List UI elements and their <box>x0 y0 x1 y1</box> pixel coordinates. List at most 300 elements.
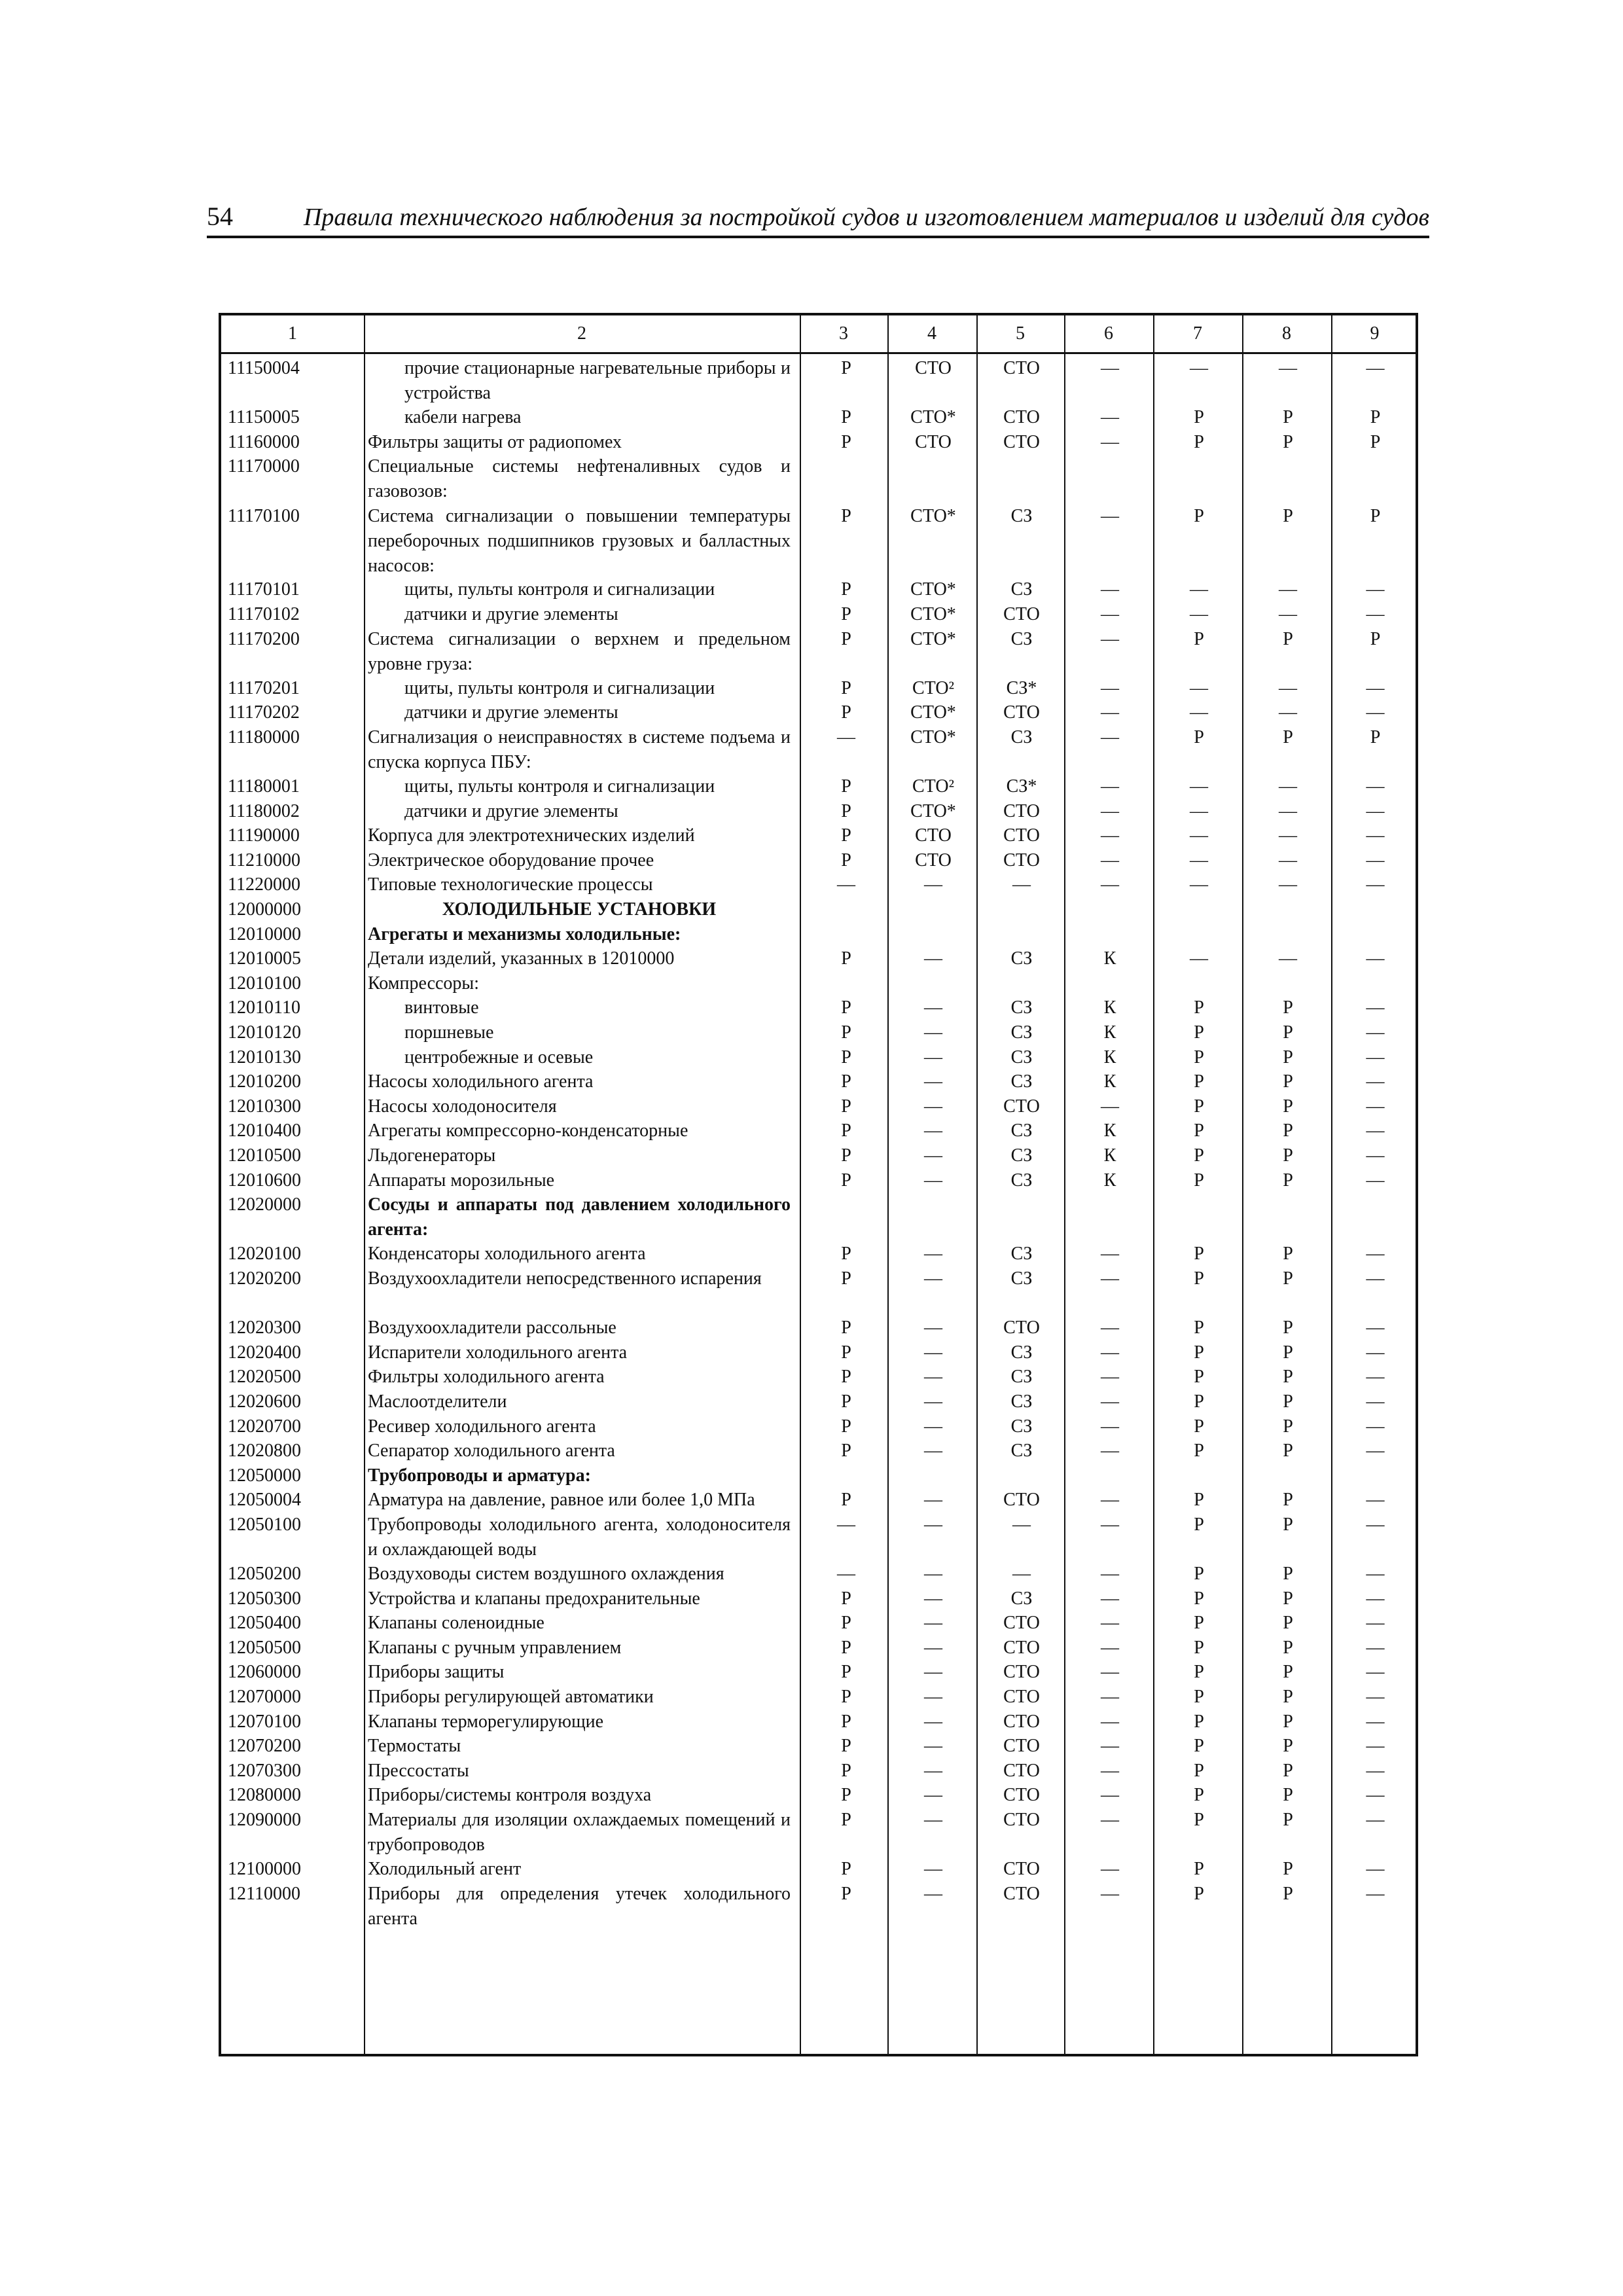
requirement-cell-col3: Р <box>841 1170 851 1191</box>
requirement-cell-col7: Р <box>1194 1662 1204 1683</box>
requirement-cell-col7: Р <box>1194 1268 1204 1289</box>
requirement-cell-col9: — <box>1366 874 1385 895</box>
page-header <box>207 196 1429 238</box>
requirement-cell-col3: Р <box>841 1367 851 1388</box>
table-row <box>221 676 1416 701</box>
item-name: Материалы для изоляции охлаждаемых помещений и трубопроводов <box>368 1810 791 1856</box>
requirement-cell-col6: К <box>1103 1022 1116 1043</box>
requirement-cell-col4: СТО² <box>912 677 955 698</box>
item-code: 12020800 <box>228 1441 301 1462</box>
requirement-cell-col8: Р <box>1283 1687 1293 1708</box>
requirement-cell-col4: — <box>924 874 942 895</box>
requirement-cell-col5: СТО <box>1003 825 1040 846</box>
table-row <box>221 1143 1416 1168</box>
requirement-cell-col6: — <box>1101 726 1119 747</box>
requirement-cell-col4: — <box>924 1514 942 1535</box>
item-name: Холодильный агент <box>368 1859 522 1880</box>
item-code: 12010130 <box>228 1047 301 1067</box>
item-code: 12050400 <box>228 1613 301 1634</box>
requirement-cell-col8: Р <box>1283 997 1293 1018</box>
table-row <box>221 1611 1416 1636</box>
requirement-cell-col7: — <box>1190 948 1208 969</box>
requirement-cell-col9: — <box>1366 1637 1385 1658</box>
item-name: винтовые <box>404 997 479 1018</box>
requirement-cell-col9: Р <box>1370 407 1381 428</box>
requirement-cell-col7: Р <box>1194 1637 1204 1658</box>
requirement-cell-col3: Р <box>841 1047 851 1067</box>
requirement-cell-col4: — <box>924 1170 942 1191</box>
requirement-cell-col7: Р <box>1194 505 1204 526</box>
item-name: центробежные и осевые <box>404 1047 594 1067</box>
requirement-cell-col7: Р <box>1194 1441 1204 1462</box>
requirement-cell-col4: — <box>924 1859 942 1880</box>
item-name: Система сигнализации о повышении температуры переборочных подшипников грузовых и балластных насосов: <box>368 505 791 576</box>
table-row <box>221 799 1416 824</box>
requirement-cell-col7: Р <box>1194 1342 1204 1363</box>
requirement-cell-col6: — <box>1101 1883 1119 1904</box>
requirement-cell-col8: Р <box>1283 1318 1293 1338</box>
item-name: щиты, пульты контроля и сигнализации <box>404 579 715 600</box>
requirement-cell-col4: СТО* <box>910 407 956 428</box>
requirement-cell-col8: Р <box>1283 505 1293 526</box>
item-name: Воздухоохладители рассольные <box>368 1318 616 1338</box>
requirement-cell-col3: Р <box>841 850 851 870</box>
requirement-cell-col5: СТО <box>1003 407 1040 428</box>
requirement-cell-col7: Р <box>1194 1391 1204 1412</box>
requirement-cell-col9: Р <box>1370 431 1381 452</box>
requirement-cell-col6: — <box>1101 702 1119 723</box>
requirement-cell-col5: СТО <box>1003 358 1040 378</box>
requirement-cell-col3: Р <box>841 1121 851 1141</box>
item-name: Агрегаты и механизмы холодильные: <box>368 924 681 944</box>
requirement-cell-col6: К <box>1103 948 1116 969</box>
requirement-cell-col9: — <box>1366 702 1385 723</box>
requirement-cell-col5: СЗ <box>1010 1145 1033 1166</box>
requirement-cell-col7: Р <box>1194 1071 1204 1092</box>
requirement-cell-col9: Р <box>1370 726 1381 747</box>
requirement-cell-col5: СТО <box>1003 1785 1040 1806</box>
table-row <box>221 823 1416 848</box>
item-code: 11170102 <box>228 603 300 624</box>
requirement-cell-col4: — <box>924 1096 942 1117</box>
table-row <box>221 1340 1416 1365</box>
requirement-cell-col4: СТО <box>915 825 952 846</box>
requirement-cell-col9: — <box>1366 1268 1385 1289</box>
item-name: датчики и другие элементы <box>404 702 618 723</box>
table-row <box>221 1316 1416 1340</box>
item-code: 11170000 <box>228 456 300 477</box>
requirement-cell-col5: СЗ <box>1010 1588 1033 1609</box>
item-code: 12010120 <box>228 1022 301 1043</box>
requirement-cell-col8: Р <box>1283 1588 1293 1609</box>
requirement-cell-col4: — <box>924 1711 942 1732</box>
requirement-cell-col6: — <box>1101 1514 1119 1535</box>
item-code: 12080000 <box>228 1785 301 1806</box>
item-code: 12070300 <box>228 1760 301 1781</box>
requirement-cell-col3: Р <box>841 1736 851 1757</box>
item-code: 11170201 <box>228 677 300 698</box>
table-row <box>221 1808 1416 1857</box>
requirement-cell-col9: — <box>1366 1441 1385 1462</box>
requirement-cell-col3: Р <box>841 702 851 723</box>
item-name: датчики и другие элементы <box>404 603 618 624</box>
requirement-cell-col8: Р <box>1283 1244 1293 1265</box>
running-title: Правила технического наблюдения за постройкой судов и изготовлением материалов и изделий для судов <box>303 204 1429 231</box>
item-name: Трубопроводы холодильного агента, холодоносителя и охлаждающей воды <box>368 1514 791 1560</box>
column-header: 8 <box>1282 323 1291 344</box>
requirement-cell-col3: Р <box>841 825 851 846</box>
requirement-cell-col8: Р <box>1283 1416 1293 1437</box>
requirement-cell-col3: — <box>837 726 855 747</box>
requirement-cell-col8: Р <box>1283 628 1293 649</box>
requirement-cell-col5: СЗ <box>1010 1441 1033 1462</box>
requirement-cell-col4: — <box>924 1318 942 1338</box>
requirement-cell-col8: — <box>1279 603 1297 624</box>
requirement-cell-col5: СТО <box>1003 1490 1040 1511</box>
requirement-cell-col9: — <box>1366 1367 1385 1388</box>
requirement-cell-col7: Р <box>1194 1687 1204 1708</box>
table-row <box>221 405 1416 430</box>
item-code: 12010300 <box>228 1096 301 1117</box>
requirement-cell-col4: СТО <box>915 431 952 452</box>
requirement-cell-col9: — <box>1366 1736 1385 1757</box>
requirement-cell-col9: — <box>1366 1022 1385 1043</box>
requirement-cell-col6: — <box>1101 1268 1119 1289</box>
requirement-cell-col6: К <box>1103 1071 1116 1092</box>
requirement-cell-col7: Р <box>1194 726 1204 747</box>
requirement-cell-col9: — <box>1366 1785 1385 1806</box>
item-name: Трубопроводы и арматура: <box>368 1465 591 1486</box>
table-row <box>221 922 1416 947</box>
table-row <box>221 1759 1416 1784</box>
table-row <box>221 602 1416 627</box>
table-row <box>221 627 1416 676</box>
requirement-cell-col4: — <box>924 1613 942 1634</box>
requirement-cell-col6: — <box>1101 1613 1119 1634</box>
requirement-cell-col4: — <box>924 1416 942 1437</box>
table-header-row <box>221 315 1416 354</box>
item-code: 12020100 <box>228 1244 301 1265</box>
requirement-cell-col5: СЗ <box>1010 1391 1033 1412</box>
requirement-cell-col8: Р <box>1283 1711 1293 1732</box>
requirement-cell-col9: — <box>1366 1071 1385 1092</box>
requirement-cell-col9: — <box>1366 1318 1385 1338</box>
requirement-cell-col9: — <box>1366 1244 1385 1265</box>
requirement-cell-col7: Р <box>1194 1096 1204 1117</box>
table-row <box>221 430 1416 455</box>
requirement-cell-col8: Р <box>1283 1859 1293 1880</box>
requirement-cell-col3: Р <box>841 1760 851 1781</box>
item-name: Термостаты <box>368 1736 461 1757</box>
item-code: 11210000 <box>228 850 300 870</box>
item-code: 12010100 <box>228 973 301 994</box>
requirement-cell-col9: — <box>1366 825 1385 846</box>
requirement-cell-col6: — <box>1101 1662 1119 1683</box>
requirement-cell-col4: — <box>924 1022 942 1043</box>
requirement-cell-col5: СТО <box>1003 1613 1040 1634</box>
requirement-cell-col9: — <box>1366 997 1385 1018</box>
requirement-cell-col9: — <box>1366 579 1385 600</box>
requirement-cell-col9: — <box>1366 1047 1385 1067</box>
requirement-cell-col6: — <box>1101 603 1119 624</box>
requirement-cell-col7: Р <box>1194 1711 1204 1732</box>
requirement-cell-col5: СЗ* <box>1006 776 1037 797</box>
requirement-cell-col6: — <box>1101 1391 1119 1412</box>
item-name: Фильтры холодильного агента <box>368 1367 605 1388</box>
requirement-cell-col6: — <box>1101 1342 1119 1363</box>
requirement-cell-col8: — <box>1279 579 1297 600</box>
item-name: Приборы для определения утечек холодильного агента <box>368 1883 791 1929</box>
requirement-cell-col3: Р <box>841 1342 851 1363</box>
requirement-cell-col6: — <box>1101 1785 1119 1806</box>
requirement-cell-col6: — <box>1101 825 1119 846</box>
requirement-cell-col5: СЗ <box>1010 726 1033 747</box>
requirement-cell-col7: Р <box>1194 1810 1204 1831</box>
requirement-cell-col6: — <box>1101 1687 1119 1708</box>
item-code: 11150005 <box>228 407 300 428</box>
table-row <box>221 1266 1416 1316</box>
requirement-cell-col7: Р <box>1194 1022 1204 1043</box>
requirement-cell-col3: — <box>837 1514 855 1535</box>
requirement-cell-col7: — <box>1190 874 1208 895</box>
requirement-cell-col7: — <box>1190 702 1208 723</box>
requirement-cell-col5: — <box>1012 1514 1031 1535</box>
requirement-cell-col5: — <box>1012 1564 1031 1585</box>
requirement-cell-col7: — <box>1190 579 1208 600</box>
requirement-cell-col5: СТО <box>1003 1736 1040 1757</box>
item-code: 12050100 <box>228 1514 301 1535</box>
table-row <box>221 1857 1416 1882</box>
column-header: 6 <box>1104 323 1113 344</box>
table-row <box>221 1119 1416 1143</box>
requirement-cell-col9: — <box>1366 1588 1385 1609</box>
requirement-cell-col5: СТО <box>1003 1096 1040 1117</box>
item-code: 12070200 <box>228 1736 301 1757</box>
requirement-cell-col4: — <box>924 1490 942 1511</box>
requirement-cell-col7: Р <box>1194 997 1204 1018</box>
table-row <box>221 774 1416 799</box>
table-row <box>221 1636 1416 1660</box>
table-row <box>221 1783 1416 1808</box>
requirement-cell-col8: — <box>1279 358 1297 378</box>
table-row <box>221 1193 1416 1242</box>
item-name: Клапаны соленоидные <box>368 1613 544 1634</box>
requirement-cell-col6: К <box>1103 997 1116 1018</box>
item-name: Аппараты морозильные <box>368 1170 555 1191</box>
requirement-cell-col8: Р <box>1283 1170 1293 1191</box>
requirement-cell-col5: СЗ <box>1010 948 1033 969</box>
item-code: 11170100 <box>228 505 300 526</box>
requirement-cell-col8: — <box>1279 850 1297 870</box>
requirement-cell-col3: Р <box>841 1490 851 1511</box>
item-code: 12010200 <box>228 1071 301 1092</box>
requirement-cell-col9: — <box>1366 1810 1385 1831</box>
item-name: Устройства и клапаны предохранительные <box>368 1588 700 1609</box>
item-code: 11170202 <box>228 702 300 723</box>
requirement-cell-col6: — <box>1101 800 1119 821</box>
item-code: 11160000 <box>228 431 300 452</box>
requirement-cell-col7: Р <box>1194 628 1204 649</box>
table-row <box>221 1562 1416 1587</box>
requirement-cell-col4: — <box>924 1121 942 1141</box>
requirement-cell-col8: Р <box>1283 431 1293 452</box>
requirement-cell-col7: Р <box>1194 1514 1204 1535</box>
requirement-cell-col5: СТО <box>1003 1883 1040 1904</box>
requirement-cell-col6: — <box>1101 407 1119 428</box>
requirement-cell-col9: — <box>1366 358 1385 378</box>
regulations-table <box>219 313 1418 2056</box>
requirement-cell-col6: К <box>1103 1145 1116 1166</box>
requirement-cell-col6: — <box>1101 1711 1119 1732</box>
page-number: 54 <box>207 202 233 231</box>
requirement-cell-col7: — <box>1190 825 1208 846</box>
column-header: 1 <box>288 323 297 344</box>
item-code: 12070100 <box>228 1711 301 1732</box>
table-row <box>221 1734 1416 1759</box>
item-name: Сосуды и аппараты под давлением холодильного агента: <box>368 1194 791 1240</box>
requirement-cell-col5: СТО <box>1003 1859 1040 1880</box>
requirement-cell-col9: — <box>1366 1613 1385 1634</box>
requirement-cell-col4: — <box>924 1441 942 1462</box>
requirement-cell-col8: — <box>1279 825 1297 846</box>
table-row <box>221 1242 1416 1266</box>
requirement-cell-col3: Р <box>841 431 851 452</box>
requirement-cell-col5: СЗ <box>1010 997 1033 1018</box>
requirement-cell-col9: — <box>1366 1883 1385 1904</box>
item-code: 11180001 <box>228 776 300 797</box>
item-code: 12050500 <box>228 1637 301 1658</box>
item-code: 12010110 <box>228 997 300 1018</box>
requirement-cell-col4: — <box>924 1588 942 1609</box>
requirement-cell-col4: — <box>924 1564 942 1585</box>
table-row <box>221 946 1416 971</box>
item-name: Льдогенераторы <box>368 1145 496 1166</box>
table-row <box>221 971 1416 996</box>
requirement-cell-col7: Р <box>1194 431 1204 452</box>
requirement-cell-col8: Р <box>1283 1810 1293 1831</box>
requirement-cell-col6: — <box>1101 850 1119 870</box>
requirement-cell-col9: — <box>1366 1564 1385 1585</box>
requirement-cell-col8: Р <box>1283 1760 1293 1781</box>
requirement-cell-col5: СТО <box>1003 1810 1040 1831</box>
requirement-cell-col7: — <box>1190 800 1208 821</box>
item-name: щиты, пульты контроля и сигнализации <box>404 776 715 797</box>
table-row <box>221 700 1416 725</box>
requirement-cell-col8: Р <box>1283 726 1293 747</box>
requirement-cell-col3: Р <box>841 1391 851 1412</box>
requirement-cell-col8: Р <box>1283 1022 1293 1043</box>
requirement-cell-col8: Р <box>1283 1736 1293 1757</box>
item-name: Специальные системы нефтеналивных судов и газовозов: <box>368 456 791 502</box>
requirement-cell-col3: Р <box>841 1318 851 1338</box>
table-row <box>221 1094 1416 1119</box>
requirement-cell-col7: Р <box>1194 1047 1204 1067</box>
requirement-cell-col3: Р <box>841 1145 851 1166</box>
requirement-cell-col3: Р <box>841 1244 851 1265</box>
requirement-cell-col3: Р <box>841 1022 851 1043</box>
requirement-cell-col4: — <box>924 1244 942 1265</box>
requirement-cell-col4: СТО <box>915 850 952 870</box>
requirement-cell-col7: Р <box>1194 1145 1204 1166</box>
requirement-cell-col3: Р <box>841 1810 851 1831</box>
requirement-cell-col4: — <box>924 1736 942 1757</box>
table-row <box>221 897 1416 922</box>
requirement-cell-col7: Р <box>1194 1121 1204 1141</box>
requirement-cell-col3: Р <box>841 505 851 526</box>
item-code: 12050300 <box>228 1588 301 1609</box>
table-row <box>221 1069 1416 1094</box>
requirement-cell-col8: — <box>1279 874 1297 895</box>
item-code: 11220000 <box>228 874 300 895</box>
table-row <box>221 1414 1416 1439</box>
requirement-cell-col5: СЗ <box>1010 628 1033 649</box>
requirement-cell-col7: Р <box>1194 1416 1204 1437</box>
requirement-cell-col6: — <box>1101 1244 1119 1265</box>
requirement-cell-col3: Р <box>841 677 851 698</box>
table-row <box>221 454 1416 503</box>
item-name: Сигнализация о неисправностях в системе подъема и спуска корпуса ПБУ: <box>368 726 791 772</box>
requirement-cell-col3: Р <box>841 1613 851 1634</box>
item-code: 12020200 <box>228 1268 301 1289</box>
requirement-cell-col9: — <box>1366 1662 1385 1683</box>
item-name: Приборы/системы контроля воздуха <box>368 1785 652 1806</box>
requirement-cell-col4: СТО <box>915 358 952 378</box>
requirement-cell-col8: Р <box>1283 1514 1293 1535</box>
requirement-cell-col7: — <box>1190 358 1208 378</box>
requirement-cell-col4: — <box>924 1071 942 1092</box>
requirement-cell-col6: — <box>1101 505 1119 526</box>
requirement-cell-col4: СТО² <box>912 776 955 797</box>
requirement-cell-col7: Р <box>1194 1785 1204 1806</box>
requirement-cell-col3: Р <box>841 628 851 649</box>
item-code: 11170101 <box>228 579 300 600</box>
item-code: 12090000 <box>228 1810 301 1831</box>
requirement-cell-col6: — <box>1101 1490 1119 1511</box>
requirement-cell-col9: — <box>1366 1416 1385 1437</box>
table-row <box>221 1660 1416 1685</box>
requirement-cell-col3: Р <box>841 1711 851 1732</box>
requirement-cell-col5: СТО <box>1003 1662 1040 1683</box>
requirement-cell-col8: Р <box>1283 1564 1293 1585</box>
requirement-cell-col8: Р <box>1283 1441 1293 1462</box>
item-name: кабели нагрева <box>404 407 522 428</box>
item-code: 11150004 <box>228 358 300 378</box>
requirement-cell-col7: Р <box>1194 1760 1204 1781</box>
requirement-cell-col6: — <box>1101 776 1119 797</box>
item-code: 11170200 <box>228 628 300 649</box>
requirement-cell-col3: Р <box>841 579 851 600</box>
requirement-cell-col6: — <box>1101 628 1119 649</box>
requirement-cell-col5: СЗ <box>1010 1268 1033 1289</box>
requirement-cell-col6: — <box>1101 874 1119 895</box>
requirement-cell-col3: Р <box>841 1268 851 1289</box>
item-name: Корпуса для электротехнических изделий <box>368 825 695 846</box>
requirement-cell-col3: Р <box>841 603 851 624</box>
item-name: Арматура на давление, равное или более 1,0 МПа <box>368 1490 755 1511</box>
item-code: 12070000 <box>228 1687 301 1708</box>
item-code: 12020500 <box>228 1367 301 1388</box>
requirement-cell-col8: Р <box>1283 1268 1293 1289</box>
requirement-cell-col6: — <box>1101 1736 1119 1757</box>
item-name: Ресивер холодильного агента <box>368 1416 596 1437</box>
requirement-cell-col9: — <box>1366 800 1385 821</box>
table-row <box>221 1020 1416 1045</box>
requirement-cell-col4: — <box>924 1268 942 1289</box>
requirement-cell-col6: — <box>1101 1367 1119 1388</box>
requirement-cell-col8: — <box>1279 776 1297 797</box>
requirement-cell-col6: — <box>1101 579 1119 600</box>
requirement-cell-col8: Р <box>1283 407 1293 428</box>
